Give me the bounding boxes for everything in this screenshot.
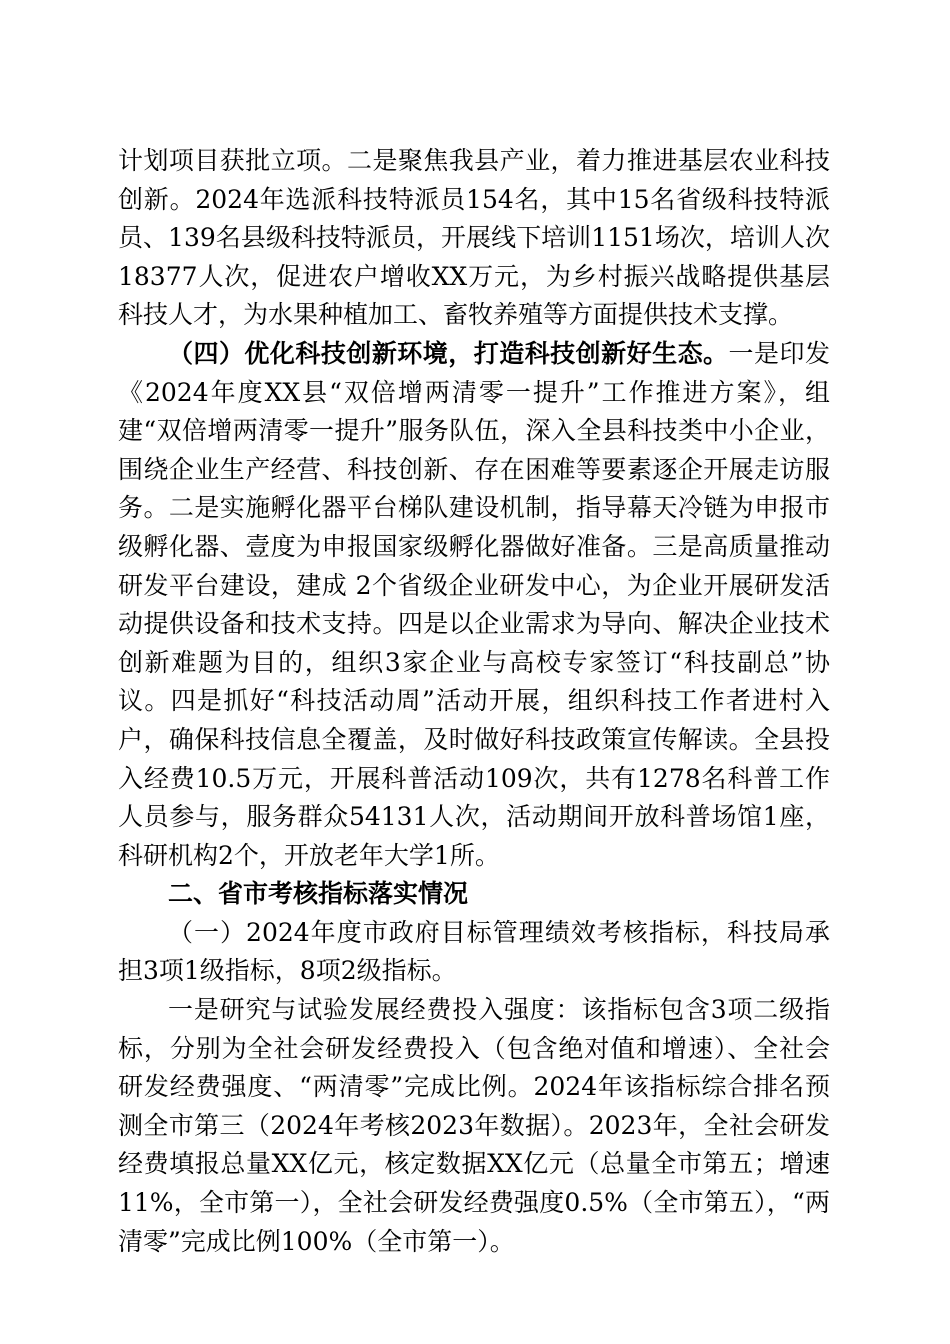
paragraph-rd-investment: 一是研究与试验发展经费投入强度：该指标包含3项二级指标，分别为全社会研发经费投入（包含绝对值和增速）、全社会研发经费强度、“两清零”完成比例。2024年该指标综合排名预测全市第三（2024年考核2023年数据）。2023年，全社会研发经费填报总量XX亿元，核定数据XX亿元（总量全市第五；增速11%，全市第一），全社会研发经费强度0.5%（全市第五），“两清零”完成比例100%（全市第一）。 bbox=[118, 995, 830, 1256]
section-subheading-four: （四）优化科技创新环境，打造科技创新好生态。 bbox=[168, 338, 729, 368]
paragraph-tech-commissioners: 计划项目获批立项。二是聚焦我县产业，着力推进基层农业科技创新。2024年选派科技特派员154名，其中15名省级科技特派员、139名县级科技特派员，开展线下培训1151场次，培训人次18377人次，促进农户增收XX万元，为乡村振兴战略提供基层科技人才，为水果种植加工、畜牧养殖等方面提供技术支撑。 bbox=[118, 146, 830, 330]
paragraph-innovation-environment bbox=[118, 335, 830, 875]
paragraph-assessment-indicators: （一）2024年度市政府目标管理绩效考核指标，科技局承担3项1级指标，8项2级指标。 bbox=[118, 917, 830, 986]
section-heading-indicators: 二、省市考核指标落实情况 bbox=[168, 879, 469, 909]
paragraph-innovation-environment-body: 一是印发《2024年度XX县“双倍增两清零一提升”工作推进方案》，组建“双倍增两清零一提升”服务队伍，深入全县科技类中小企业，围绕企业生产经营、科技创新、存在困难等要素逐企开展走访服务。二是实施孵化器平台梯队建设机制，指导幕天冷链为申报市级孵化器、壹度为申报国家级孵化器做好准备。三是高质量推动研发平台建设，建成 2个省级企业研发中心，为企业开展研发活动提供设备和技术支持。四是以企业需求为导向、解决企业技术创新难题为目的，组织3家企业与高校专家签订“科技副总”协议。四是抓好“科技活动周”活动开展，组织科技工作者进村入户，确保科技信息全覆盖，及时做好科技政策宣传解读。全县投入经费10.5万元，开展科普活动109次，共有1278名科普工作人员参与，服务群众54131人次，活动期间开放科普场馆1座，科研机构2个，开放老年大学1所。 bbox=[118, 338, 830, 870]
document-page bbox=[118, 142, 830, 1261]
